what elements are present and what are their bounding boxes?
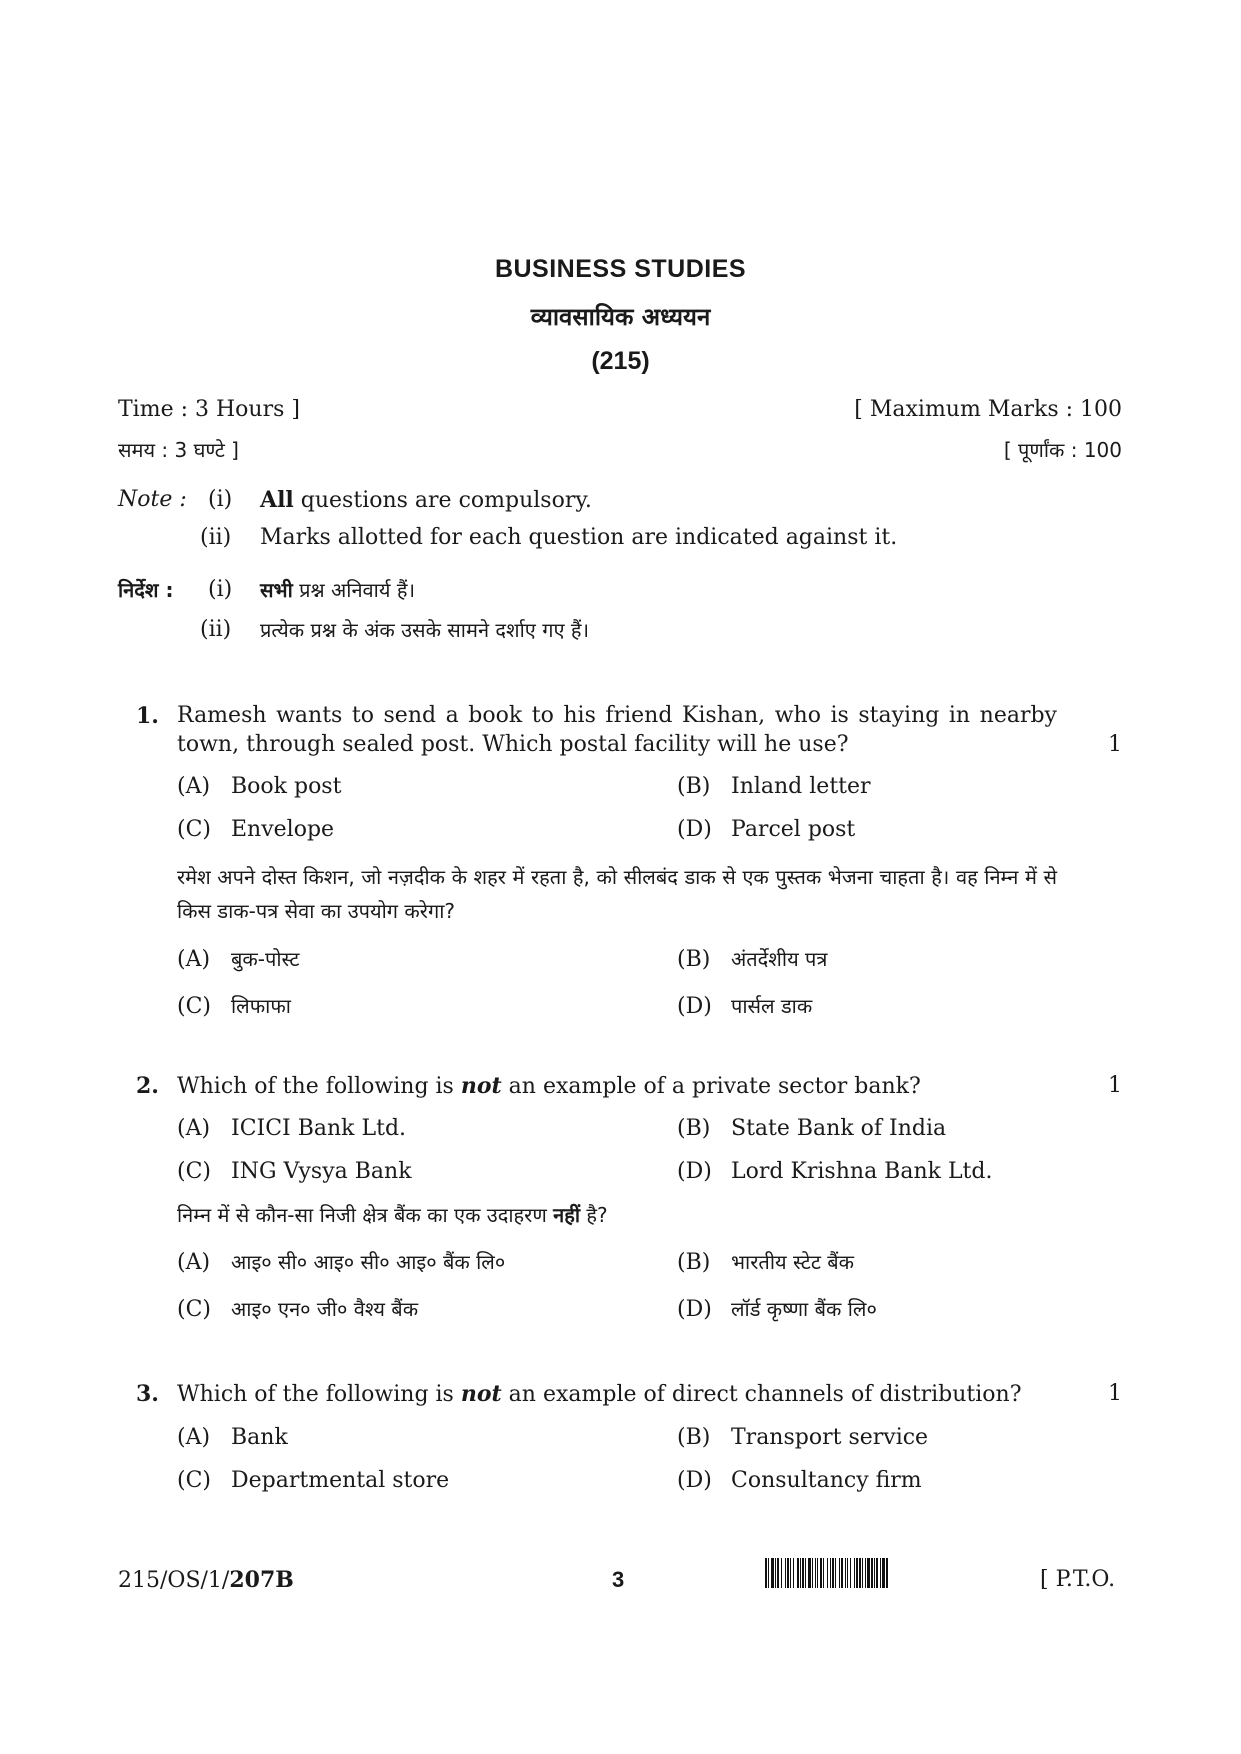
barcode [765, 1558, 1023, 1588]
question-2-option-b [677, 1115, 946, 1143]
option-text: आइ० सी० आइ० सी० आइ० बैंक लि० [231, 1250, 506, 1274]
option-label: (C) [177, 994, 211, 1019]
note-hindi-2: प्रत्येक प्रश्न के अंक उसके सामने दर्शाए गए हैं। [260, 618, 590, 642]
question-1-text: Ramesh wants to send a book to his friend Kishan, who is staying in nearby town, through sealed post. Which postal facility will he use? [177, 703, 1057, 757]
question-3-option-a [177, 1424, 288, 1452]
note-1-text: questions are compulsory. [293, 488, 592, 513]
option-text: Consultancy firm [731, 1468, 922, 1493]
question-2-text-pre: Which of the following is [177, 1074, 461, 1099]
pto-label: [ P.T.O. [1040, 1567, 1116, 1592]
option-label: (A) [177, 1116, 211, 1141]
option-text: ICICI Bank Ltd. [231, 1116, 407, 1141]
option-label: (B) [677, 1250, 711, 1275]
note-hindi-1-number: (i) [208, 577, 233, 602]
question-2-text-post: an example of a private sector bank? [501, 1074, 921, 1099]
question-2-text [177, 1072, 921, 1101]
question-2-option-d-hindi [677, 1295, 877, 1324]
question-1-option-a-hindi [177, 945, 299, 974]
question-1-number: 1. [136, 703, 159, 729]
note-2: Marks allotted for each question are indicated against it. [260, 525, 898, 550]
barcode-bar [888, 1558, 889, 1588]
note-1-number: (i) [208, 487, 233, 512]
option-label: (B) [677, 1425, 711, 1450]
paper-code-prefix: 215/OS/1/ [118, 1568, 230, 1593]
question-2-marks: 1 [1108, 1073, 1122, 1098]
option-text: अंतर्देशीय पत्र [731, 947, 828, 971]
question-2-option-a-hindi [177, 1248, 505, 1277]
option-text: लिफाफा [231, 994, 291, 1018]
paper-code-footer [118, 1566, 294, 1595]
option-label: (C) [177, 1159, 211, 1184]
option-label: (D) [677, 1297, 712, 1322]
question-2-option-c [177, 1158, 412, 1186]
option-label: (B) [677, 1116, 711, 1141]
question-3-emphasis: not [460, 1381, 502, 1407]
note-label-hindi: निर्देश : [118, 578, 174, 602]
option-label: (A) [177, 947, 211, 972]
paper-title-hindi: व्यावसायिक अध्ययन [530, 303, 711, 331]
option-text: भारतीय स्टेट बैंक [731, 1250, 855, 1274]
option-label: (C) [177, 1468, 211, 1493]
option-text: Bank [231, 1425, 288, 1450]
question-3-text [177, 1380, 1022, 1409]
option-label: (D) [677, 1468, 712, 1493]
option-text: पार्सल डाक [731, 994, 813, 1018]
note-1 [260, 486, 592, 515]
option-text: आइ० एन० जी० वैश्य बैंक [231, 1297, 419, 1321]
option-text: State Bank of India [731, 1116, 947, 1141]
question-1-option-c-hindi [177, 992, 291, 1021]
option-label: (A) [177, 774, 211, 799]
question-1-option-b-hindi [677, 945, 827, 974]
question-3-text-post: an example of direct channels of distribution? [501, 1382, 1022, 1407]
question-1-option-c [177, 816, 334, 844]
question-2-number: 2. [136, 1073, 159, 1099]
option-label: (A) [177, 1250, 211, 1275]
paper-title: BUSINESS STUDIES [494, 255, 747, 283]
question-2-option-c-hindi [177, 1295, 418, 1324]
question-1-text-hindi: रमेश अपने दोस्त किशन, जो नज़दीक के शहर में रहता है, को सीलबंद डाक से एक पुस्तक भेजना चाहता है। वह निम्न में से किस डाक-पत्र सेवा का उपयोग करेगा? [177, 865, 1057, 923]
question-1-option-b [677, 773, 871, 801]
note-2-number: (ii) [200, 525, 232, 550]
note-hindi-1-bold: सभी [260, 578, 293, 602]
question-2-hindi-bold: नहीं [553, 1203, 581, 1227]
option-text: Departmental store [231, 1468, 450, 1493]
option-text: लॉर्ड कृष्णा बैंक लि० [731, 1297, 877, 1321]
question-2-text-hindi [177, 1201, 608, 1229]
question-2-hindi-post: है? [580, 1203, 608, 1227]
question-3-option-d [677, 1467, 922, 1495]
paper-code: (215) [591, 347, 650, 375]
question-1-marks: 1 [1108, 732, 1122, 757]
note-hindi-2-number: (ii) [200, 617, 232, 642]
option-text: Transport service [731, 1425, 929, 1450]
max-marks-label: [ Maximum Marks : 100 [854, 397, 1122, 422]
option-label: (C) [177, 1297, 211, 1322]
question-2-option-b-hindi [677, 1248, 854, 1277]
note-hindi-1-text: प्रश्न अनिवार्य हैं। [292, 578, 416, 602]
question-1-option-a [177, 773, 341, 801]
option-label: (D) [677, 994, 712, 1019]
question-2-option-d [677, 1158, 992, 1186]
question-2-option-a [177, 1115, 406, 1143]
max-marks-label-hindi: [ पूर्णांक : 100 [1003, 438, 1122, 462]
option-label: (B) [677, 774, 711, 799]
time-label: Time : 3 Hours ] [118, 397, 300, 422]
option-text: Inland letter [731, 774, 871, 799]
paper-code-bold: 207B [229, 1567, 294, 1593]
option-text: Lord Krishna Bank Ltd. [731, 1159, 993, 1184]
option-text: Envelope [231, 817, 335, 842]
question-2-emphasis: not [460, 1073, 502, 1099]
option-label: (A) [177, 1425, 211, 1450]
option-text: Parcel post [731, 817, 856, 842]
time-label-hindi: समय : 3 घण्टे ] [118, 438, 239, 462]
option-text: Book post [231, 774, 342, 799]
option-label: (D) [677, 817, 712, 842]
page-number: 3 [612, 1567, 625, 1592]
question-3-option-c [177, 1467, 449, 1495]
note-1-bold: All [260, 487, 294, 513]
question-2-hindi-pre: निम्न में से कौन-सा निजी क्षेत्र बैंक का एक उदाहरण [177, 1203, 554, 1227]
question-3-number: 3. [136, 1381, 159, 1407]
note-label: Note : [118, 487, 187, 512]
option-text: बुक-पोस्ट [231, 947, 300, 971]
option-text: ING Vysya Bank [231, 1159, 412, 1184]
question-1-option-d [677, 816, 855, 844]
question-1-option-d-hindi [677, 992, 812, 1021]
note-hindi-1 [260, 576, 415, 604]
question-3-marks: 1 [1108, 1381, 1122, 1406]
option-label: (C) [177, 817, 211, 842]
question-3-option-b [677, 1424, 928, 1452]
option-label: (B) [677, 947, 711, 972]
question-3-text-pre: Which of the following is [177, 1382, 461, 1407]
option-label: (D) [677, 1159, 712, 1184]
